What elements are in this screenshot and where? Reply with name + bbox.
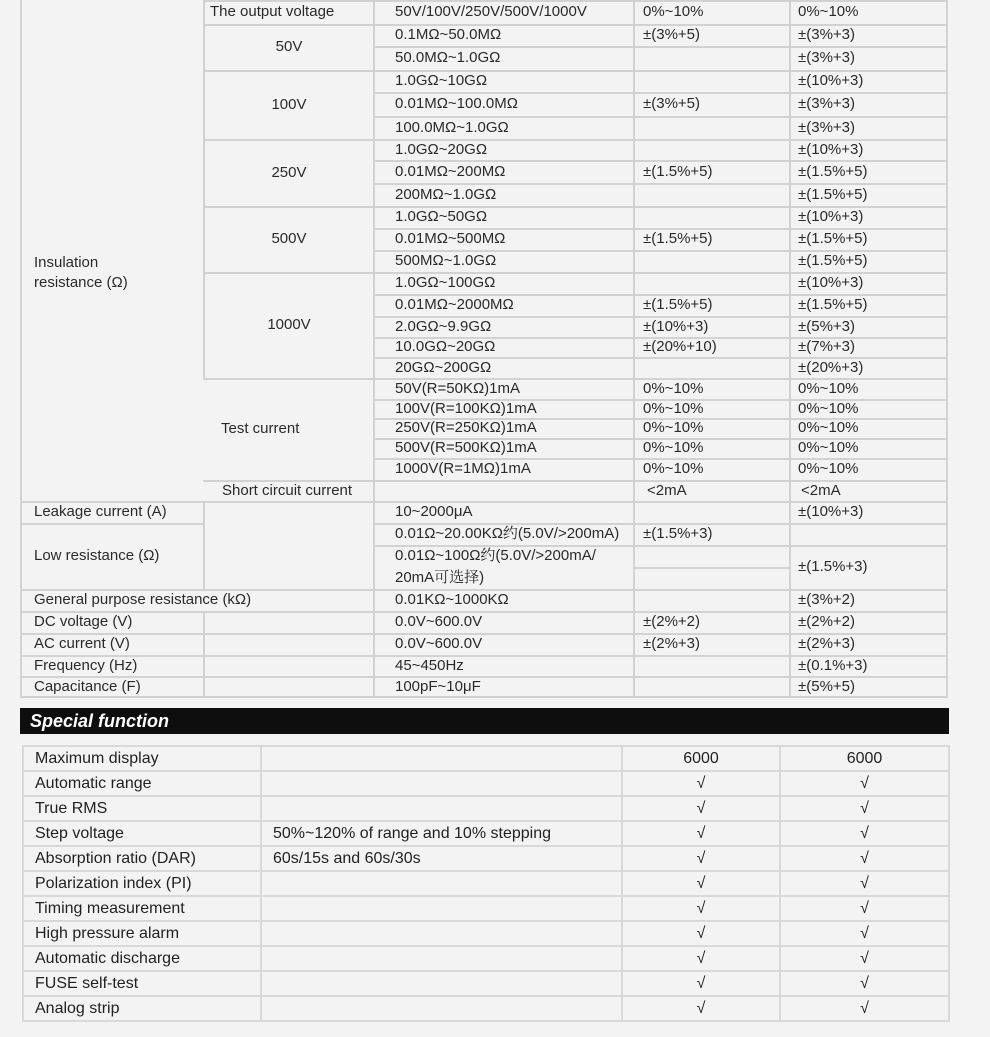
feature-value-b: √ bbox=[780, 796, 949, 821]
voltage-v1000-row-accuracy-b: ±(5%+3) bbox=[798, 317, 856, 335]
test-current-row-accuracy-a: 0%~10% bbox=[643, 439, 704, 456]
voltage-v1000-row-range: 20GΩ~200GΩ bbox=[395, 358, 492, 376]
feature-value-b: √ bbox=[780, 871, 949, 896]
feature-name: Automatic discharge bbox=[23, 946, 261, 971]
voltage-v250-row-accuracy-b: ±(1.5%+5) bbox=[798, 162, 868, 180]
ac-current-label: AC current (V) bbox=[34, 635, 130, 652]
voltage-v1000-row-range: 1.0GΩ~100GΩ bbox=[395, 274, 496, 291]
voltage-v500-row-range: 500MΩ~1.0GΩ bbox=[395, 252, 497, 269]
grid-line bbox=[203, 501, 205, 589]
feature-value-a: √ bbox=[622, 971, 780, 996]
voltage-v250-row-accuracy-b: ±(10%+3) bbox=[798, 140, 864, 158]
capacitance-range: 100pF~10μF bbox=[395, 678, 481, 695]
insulation-label-line: resistance (Ω) bbox=[34, 273, 128, 291]
ac-current-accuracy-a: ±(2%+3) bbox=[643, 635, 701, 652]
special-function-row bbox=[23, 896, 949, 921]
special-function-table bbox=[22, 745, 950, 1022]
special-function-row bbox=[23, 746, 949, 771]
voltage-v500-row-range: 0.01MΩ~500MΩ bbox=[395, 230, 506, 247]
frequency-accuracy-b: ±(0.1%+3) bbox=[798, 656, 868, 674]
output-voltage-range: 50V/100V/250V/500V/1000V bbox=[395, 3, 587, 20]
feature-value-b: √ bbox=[780, 896, 949, 921]
special-function-row bbox=[23, 971, 949, 996]
voltage-v100-row-accuracy-b: ±(3%+3) bbox=[798, 118, 856, 136]
voltage-v500-row-accuracy-b: ±(1.5%+5) bbox=[798, 230, 868, 247]
feature-value-a: √ bbox=[622, 821, 780, 846]
test-current-label: Test current bbox=[221, 420, 300, 437]
special-function-row bbox=[23, 821, 949, 846]
feature-value-b: √ bbox=[780, 921, 949, 946]
voltage-v250-row-range: 200MΩ~1.0GΩ bbox=[395, 185, 497, 203]
voltage-v50-row-range: 50.0MΩ~1.0GΩ bbox=[395, 49, 501, 66]
test-current-row-range: 500V(R=500KΩ)1mA bbox=[395, 439, 537, 456]
special-function-row bbox=[23, 946, 949, 971]
feature-value-b: 6000 bbox=[780, 746, 949, 771]
short-circuit-label: Short circuit current bbox=[222, 481, 353, 499]
test-current-row-range: 250V(R=250KΩ)1mA bbox=[395, 419, 537, 436]
feature-description bbox=[261, 771, 622, 796]
feature-value-a: √ bbox=[622, 796, 780, 821]
feature-value-b: √ bbox=[780, 846, 949, 871]
low-resistance-range-note: 20mA可选择) bbox=[395, 569, 485, 586]
insulation-label-line: Insulation bbox=[34, 253, 99, 271]
voltage-v50-row-accuracy-a: ±(3%+5) bbox=[643, 26, 701, 43]
voltage-v1000-row-accuracy-a: ±(10%+3) bbox=[643, 317, 709, 335]
feature-value-a: √ bbox=[622, 996, 780, 1021]
short-circuit-accuracy-b: <2mA bbox=[801, 481, 841, 499]
feature-name: Timing measurement bbox=[23, 896, 261, 921]
feature-name: High pressure alarm bbox=[23, 921, 261, 946]
voltage-v250-row-range: 1.0GΩ~20GΩ bbox=[395, 140, 488, 158]
frequency-range: 45~450Hz bbox=[395, 656, 464, 674]
grid-line bbox=[373, 0, 375, 698]
frequency-label: Frequency (Hz) bbox=[34, 656, 138, 674]
feature-name: Polarization index (PI) bbox=[23, 871, 261, 896]
low-resistance-label: Low resistance (Ω) bbox=[34, 547, 160, 564]
leakage-current-accuracy-b: ±(10%+3) bbox=[798, 503, 864, 520]
voltage-v100-row-accuracy-b: ±(10%+3) bbox=[798, 72, 864, 89]
test-current-row-accuracy-b: 0%~10% bbox=[798, 460, 859, 477]
ac-current-accuracy-b: ±(2%+3) bbox=[798, 635, 856, 652]
voltage-v100-row-range: 0.01MΩ~100.0MΩ bbox=[395, 95, 518, 112]
special-function-header: Special function bbox=[20, 708, 949, 734]
voltage-v1000-row-accuracy-a: ±(20%+10) bbox=[643, 338, 717, 355]
output-voltage-accuracy-b: 0%~10% bbox=[798, 3, 859, 20]
test-current-row-range: 100V(R=100KΩ)1mA bbox=[395, 399, 537, 417]
feature-name: Analog strip bbox=[23, 996, 261, 1021]
feature-value-b: √ bbox=[780, 971, 949, 996]
special-function-row bbox=[23, 796, 949, 821]
voltage-v50-row-range: 0.1MΩ~50.0MΩ bbox=[395, 26, 502, 43]
dc-voltage-range: 0.0V~600.0V bbox=[395, 613, 483, 630]
test-current-row-accuracy-a: 0%~10% bbox=[643, 379, 704, 397]
special-function-row bbox=[23, 871, 949, 896]
voltage-v1000-row-accuracy-b: ±(7%+3) bbox=[798, 338, 856, 355]
short-circuit-accuracy-a: <2mA bbox=[647, 481, 687, 499]
grid-line bbox=[633, 567, 789, 569]
voltage-v500-row-range: 1.0GΩ~50GΩ bbox=[395, 208, 488, 225]
feature-description bbox=[261, 971, 622, 996]
general-resistance-accuracy-b: ±(3%+2) bbox=[798, 591, 856, 608]
feature-description bbox=[261, 896, 622, 921]
feature-value-a: 6000 bbox=[622, 746, 780, 771]
voltage-v500-row-accuracy-b: ±(10%+3) bbox=[798, 208, 864, 225]
feature-description bbox=[261, 746, 622, 771]
test-current-row-accuracy-a: 0%~10% bbox=[643, 419, 704, 436]
low-resistance-row-range: 0.01Ω~20.00KΩ约(5.0V/>200mA) bbox=[395, 525, 620, 542]
special-function-row bbox=[23, 996, 949, 1021]
spec-table bbox=[20, 0, 946, 698]
grid-line bbox=[20, 696, 946, 698]
general-resistance-label: General purpose resistance (kΩ) bbox=[34, 591, 252, 608]
voltage-v100-row-accuracy-a: ±(3%+5) bbox=[643, 95, 701, 112]
output-voltage-accuracy-a: 0%~10% bbox=[643, 3, 704, 20]
feature-value-a: √ bbox=[622, 871, 780, 896]
special-function-row bbox=[23, 921, 949, 946]
ac-current-range: 0.0V~600.0V bbox=[395, 635, 483, 652]
general-resistance-range: 0.01KΩ~1000KΩ bbox=[395, 591, 509, 608]
grid-line bbox=[946, 0, 948, 698]
voltage-v50-row-accuracy-b: ±(3%+3) bbox=[798, 26, 856, 43]
feature-value-a: √ bbox=[622, 846, 780, 871]
voltage-v250-row-range: 0.01MΩ~200MΩ bbox=[395, 162, 506, 180]
voltage-v500-row-accuracy-a: ±(1.5%+5) bbox=[643, 230, 713, 247]
feature-value-a: √ bbox=[622, 771, 780, 796]
test-current-row-accuracy-a: 0%~10% bbox=[643, 399, 704, 417]
voltage-v250-row-accuracy-b: ±(1.5%+5) bbox=[798, 185, 868, 203]
test-current-row-accuracy-b: 0%~10% bbox=[798, 439, 859, 456]
feature-description: 50%~120% of range and 10% stepping bbox=[261, 821, 622, 846]
voltage-v100-row-range: 1.0GΩ~10GΩ bbox=[395, 72, 488, 89]
feature-name: Step voltage bbox=[23, 821, 261, 846]
voltage-v1000-row-range: 0.01MΩ~2000MΩ bbox=[395, 296, 514, 313]
feature-name: Automatic range bbox=[23, 771, 261, 796]
capacitance-label: Capacitance (F) bbox=[34, 678, 141, 695]
feature-value-b: √ bbox=[780, 771, 949, 796]
feature-value-a: √ bbox=[622, 896, 780, 921]
feature-value-b: √ bbox=[780, 821, 949, 846]
voltage-v1000-row-accuracy-b: ±(20%+3) bbox=[798, 358, 864, 376]
leakage-current-range: 10~2000μA bbox=[395, 503, 473, 520]
voltage-v50-row-accuracy-b: ±(3%+3) bbox=[798, 49, 856, 66]
voltage-v250-label: 250V bbox=[271, 163, 307, 181]
feature-value-b: √ bbox=[780, 996, 949, 1021]
test-current-row-accuracy-b: 0%~10% bbox=[798, 399, 859, 417]
special-function-row bbox=[23, 771, 949, 796]
low-resistance-accuracy-b: ±(1.5%+3) bbox=[798, 558, 868, 575]
voltage-v500-row-accuracy-b: ±(1.5%+5) bbox=[798, 252, 868, 269]
feature-name: True RMS bbox=[23, 796, 261, 821]
voltage-v500-label: 500V bbox=[271, 230, 307, 247]
low-resistance-range: 0.01Ω~100Ω约(5.0V/>200mA/ bbox=[395, 547, 596, 564]
insulation-resistance-label bbox=[22, 0, 203, 501]
feature-description: 60s/15s and 60s/30s bbox=[261, 846, 622, 871]
test-current-row-range: 1000V(R=1MΩ)1mA bbox=[395, 460, 531, 477]
feature-value-b: √ bbox=[780, 946, 949, 971]
test-current-row-accuracy-b: 0%~10% bbox=[798, 379, 859, 397]
grid-line bbox=[633, 0, 635, 698]
voltage-v1000-row-range: 2.0GΩ~9.9GΩ bbox=[395, 317, 492, 335]
feature-description bbox=[261, 871, 622, 896]
voltage-v1000-row-accuracy-b: ±(10%+3) bbox=[798, 274, 864, 291]
test-current-row-range: 50V(R=50KΩ)1mA bbox=[395, 379, 521, 397]
voltage-v1000-label: 1000V bbox=[267, 316, 311, 333]
capacitance-accuracy-b: ±(5%+5) bbox=[798, 678, 856, 695]
feature-value-a: √ bbox=[622, 946, 780, 971]
dc-voltage-label: DC voltage (V) bbox=[34, 613, 133, 630]
feature-name: Maximum display bbox=[23, 746, 261, 771]
feature-description bbox=[261, 946, 622, 971]
voltage-v100-row-range: 100.0MΩ~1.0GΩ bbox=[395, 118, 509, 136]
feature-description bbox=[261, 996, 622, 1021]
voltage-v50-label: 50V bbox=[275, 38, 303, 55]
output-voltage-label: The output voltage bbox=[210, 3, 335, 20]
voltage-v1000-row-accuracy-b: ±(1.5%+5) bbox=[798, 296, 868, 313]
feature-description bbox=[261, 921, 622, 946]
voltage-v1000-row-accuracy-a: ±(1.5%+5) bbox=[643, 296, 713, 313]
voltage-v100-label: 100V bbox=[271, 95, 307, 113]
special-function-row bbox=[23, 846, 949, 871]
feature-description bbox=[261, 796, 622, 821]
feature-name: Absorption ratio (DAR) bbox=[23, 846, 261, 871]
dc-voltage-accuracy-b: ±(2%+2) bbox=[798, 613, 856, 630]
low-resistance-row-accuracy-a: ±(1.5%+3) bbox=[643, 525, 713, 542]
grid-line bbox=[789, 0, 791, 698]
voltage-v250-row-accuracy-a: ±(1.5%+5) bbox=[643, 162, 713, 180]
test-current-row-accuracy-b: 0%~10% bbox=[798, 419, 859, 436]
feature-value-a: √ bbox=[622, 921, 780, 946]
leakage-current-label: Leakage current (A) bbox=[34, 503, 167, 520]
feature-name: FUSE self-test bbox=[23, 971, 261, 996]
voltage-v100-row-accuracy-b: ±(3%+3) bbox=[798, 95, 856, 112]
voltage-v1000-row-range: 10.0GΩ~20GΩ bbox=[395, 338, 496, 355]
test-current-row-accuracy-a: 0%~10% bbox=[643, 460, 704, 477]
dc-voltage-accuracy-a: ±(2%+2) bbox=[643, 613, 701, 630]
